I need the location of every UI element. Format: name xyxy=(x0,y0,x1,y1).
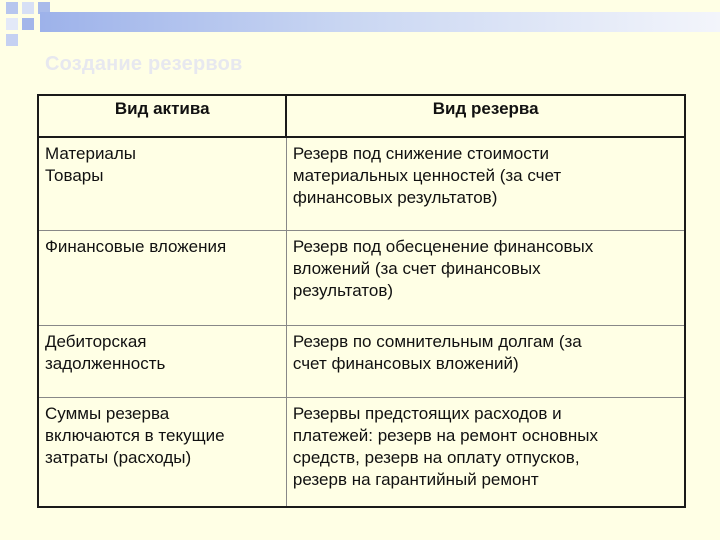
asset-line: Финансовые вложения xyxy=(45,236,227,256)
reserves-table xyxy=(37,94,686,508)
table-header-row xyxy=(38,95,685,137)
reserve-cell xyxy=(286,325,685,397)
table-row xyxy=(38,137,685,230)
reserve-line: Резерв по сомнительным долгам (за xyxy=(292,331,582,351)
reserve-line: платежей: резерв на ремонт основных xyxy=(292,425,598,445)
reserve-cell xyxy=(286,397,685,507)
asset-line: затраты (расходы) xyxy=(45,447,192,467)
asset-cell xyxy=(38,137,286,230)
reserve-line: материальных ценностей (за счет xyxy=(292,166,562,185)
header-reserve-type: Вид резерва xyxy=(286,95,685,137)
reserve-line: результатов) xyxy=(292,280,394,300)
reserve-line: счет финансовых вложений) xyxy=(292,353,519,373)
reserve-line: Резерв под снижение стоимости xyxy=(292,144,550,163)
table-row xyxy=(38,230,685,325)
reserve-line: Резервы предстоящих расходов и xyxy=(292,403,562,423)
asset-cell xyxy=(38,397,286,507)
reserve-line: вложений (за счет финансовых xyxy=(292,258,541,278)
slide-title: Создание резервов xyxy=(45,53,243,75)
reserve-cell xyxy=(286,137,685,230)
reserve-line: резерв на гарантийный ремонт xyxy=(292,469,539,489)
asset-line: Дебиторская xyxy=(45,331,147,351)
reserve-cell xyxy=(286,230,685,325)
table-row xyxy=(38,325,685,397)
asset-cell xyxy=(38,230,286,325)
asset-line: задолженность xyxy=(45,353,166,373)
table-row xyxy=(38,397,685,507)
reserve-line: средств, резерв на оплату отпусков, xyxy=(292,447,580,467)
asset-line: Материалы xyxy=(45,144,137,163)
header-asset-type: Вид актива xyxy=(38,95,286,137)
asset-line: Товары xyxy=(45,166,104,185)
reserve-line: Резерв под обесценение финансовых xyxy=(292,236,594,256)
reserve-line: финансовых результатов) xyxy=(292,188,498,207)
header-gradient-bar xyxy=(40,12,720,32)
asset-cell xyxy=(38,325,286,397)
asset-line: включаются в текущие xyxy=(45,425,225,445)
asset-line: Суммы резерва xyxy=(45,403,170,423)
